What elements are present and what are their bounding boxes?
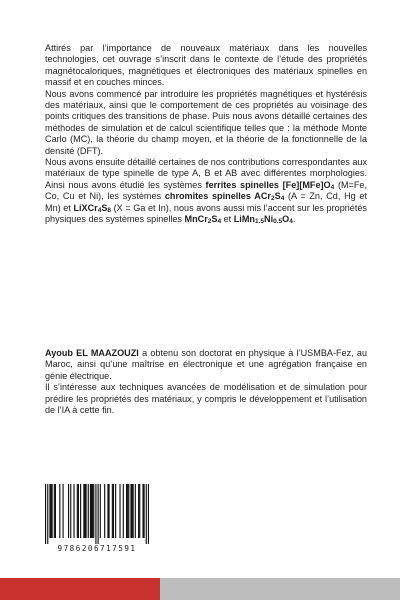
lixcr-formula [73, 203, 111, 213]
barcode-bar [49, 484, 50, 538]
summary-p3-intro: Nous avons ensuite détaillé certaines de nos contributions correspondantes aux matériaux de type spinelle de type A, B et AB avec différentes morphologies. Ainsi nous avons étudié les systèmes [45, 157, 368, 190]
author-name: Ayoub EL MAAZOUZI [45, 348, 139, 358]
red-footer-band [0, 578, 160, 600]
barcode-bar [139, 484, 140, 538]
barcode-bar [84, 484, 85, 538]
barcode-bar [108, 484, 109, 538]
barcode-bar [104, 484, 105, 538]
limn-subscript-1: 1.5 [254, 218, 264, 226]
lixcr-s: S [101, 202, 108, 213]
barcode-bar [70, 484, 71, 538]
barcode-bar [47, 484, 48, 544]
barcode-bar [88, 484, 89, 538]
lixcr-subscript-1: 4 [97, 206, 102, 214]
mncr-label: MnCr [184, 214, 208, 225]
end-period: . [292, 214, 296, 225]
chromites-s: S [274, 191, 281, 202]
barcode-bar [68, 484, 69, 538]
barcode-bar [115, 484, 116, 538]
bio-paragraph-2: Il s’intéresse aux techniques avancées de modélisation et de simulation pour prédire les propriétés des matériaux, y compris le développement et l’utilisation de l’IA à cette fin. [45, 382, 367, 416]
limn-formula [234, 214, 293, 224]
mncr-formula [185, 214, 222, 224]
chromites-subscript-1: 2 [270, 195, 275, 203]
barcode-bar [131, 484, 132, 538]
barcode-bar [92, 484, 93, 538]
barcode-bar [54, 484, 55, 538]
barcode-bar [91, 484, 92, 538]
barcode-bar [138, 484, 139, 538]
chromites-label: chromites spinelles ACr [164, 191, 271, 202]
barcode-bars [45, 484, 149, 544]
barcode-bar [119, 484, 120, 538]
barcode-bar [86, 484, 87, 538]
summary-paragraph-1: Attirés par l’importance de nouveaux matériaux dans les nouvelles technologies, cet ouvrage s’inscrit dans le contexte de l’étude des propriétés magnétocaloriques, magnétiques et électroniques des matériaux spinelles en massif et en couches minces. [45, 43, 367, 88]
limn-subscript-2: 0.5 [273, 218, 283, 226]
lixcr-note: (X = Ga et In), nous avons aussi mis l’accent sur les propriétés physiques des systèmes spinelles [45, 202, 367, 225]
limn-label: LiMn [233, 214, 255, 225]
mncr-s: S [211, 214, 218, 225]
barcode-bar [77, 484, 78, 538]
back-cover-summary [45, 43, 367, 226]
barcode-bar [123, 484, 124, 538]
chromites-formula [165, 191, 284, 201]
summary-paragraph-2: Nous avons commencé par introduire les propriétés magnétiques et hystérésis des matériaux, ainsi que le comportement de ces propriétés au voisinage des points critiques des transitions de phase. Puis nous avons détaillé certaines des méthodes de simulation et de calcul scientifique telles que : la méthode Monte Carlo (MC), la théorie du champ moyen, et la théorie de la fonctionnelle de la densité (DFT). [45, 88, 367, 156]
barcode-bar [130, 484, 131, 538]
barcode-bar [90, 484, 91, 538]
barcode-bar [52, 484, 53, 538]
barcode-bar [59, 484, 60, 538]
barcode-bar [50, 484, 51, 538]
bio-paragraph-1 [45, 348, 367, 382]
barcode-bar [78, 484, 79, 538]
barcode-bar [148, 484, 149, 544]
barcode-bar [142, 484, 143, 538]
bio-paragraph-1-rest: a obtenu son doctorat en physique à l’USMBA-Fez, au Maroc, ainsi qu’une maîtrise en électronique et une agrégation française en génie électrique. [45, 348, 367, 381]
barcode-bar [144, 484, 145, 538]
barcode-bar [128, 484, 129, 538]
barcode-bar [80, 484, 81, 538]
barcode-bar [107, 484, 108, 538]
summary-paragraph-3 [45, 157, 367, 225]
ferrites-note: (M=Fe, Co, Cu et Ni), les systèmes [45, 179, 367, 202]
barcode-bar [55, 484, 56, 538]
barcode-bar [98, 484, 99, 544]
chromites-note: (A = Zn, Cd, Hg et Mn) et [45, 191, 367, 213]
barcode-bar [127, 484, 128, 538]
barcode-bar [113, 484, 114, 538]
barcode-bar [135, 484, 136, 538]
barcode-bar [146, 484, 147, 544]
barcode-bar [100, 484, 101, 538]
ferrites-subscript: 4 [330, 183, 335, 191]
lixcr-label: LiXCr [73, 202, 98, 213]
barcode-bar [63, 484, 64, 538]
barcode-bar [93, 484, 94, 538]
mncr-subscript-1: 2 [207, 218, 212, 226]
lixcr-subscript-2: 8 [107, 206, 112, 214]
ferrites-label: ferrites spinelles [Fe][MFe]O [205, 179, 331, 190]
grey-footer-band [160, 578, 400, 600]
and-word: et [221, 214, 234, 225]
limn-o: O [282, 214, 290, 225]
limn-subscript-3: 4 [289, 218, 293, 226]
barcode-bar [112, 484, 113, 538]
mncr-subscript-2: 4 [217, 218, 222, 226]
barcode-bar [45, 484, 46, 544]
barcode-bar [73, 484, 74, 538]
isbn-number: 9786206717591 [57, 544, 137, 553]
barcode-bar [126, 484, 127, 538]
barcode-bar [95, 484, 96, 544]
chromites-subscript-2: 4 [280, 195, 285, 203]
barcode-bar [83, 484, 84, 538]
limn-ni: Ni [264, 214, 274, 225]
barcode-bar [133, 484, 134, 538]
author-bio [45, 348, 367, 416]
ferrites-formula [206, 180, 335, 190]
